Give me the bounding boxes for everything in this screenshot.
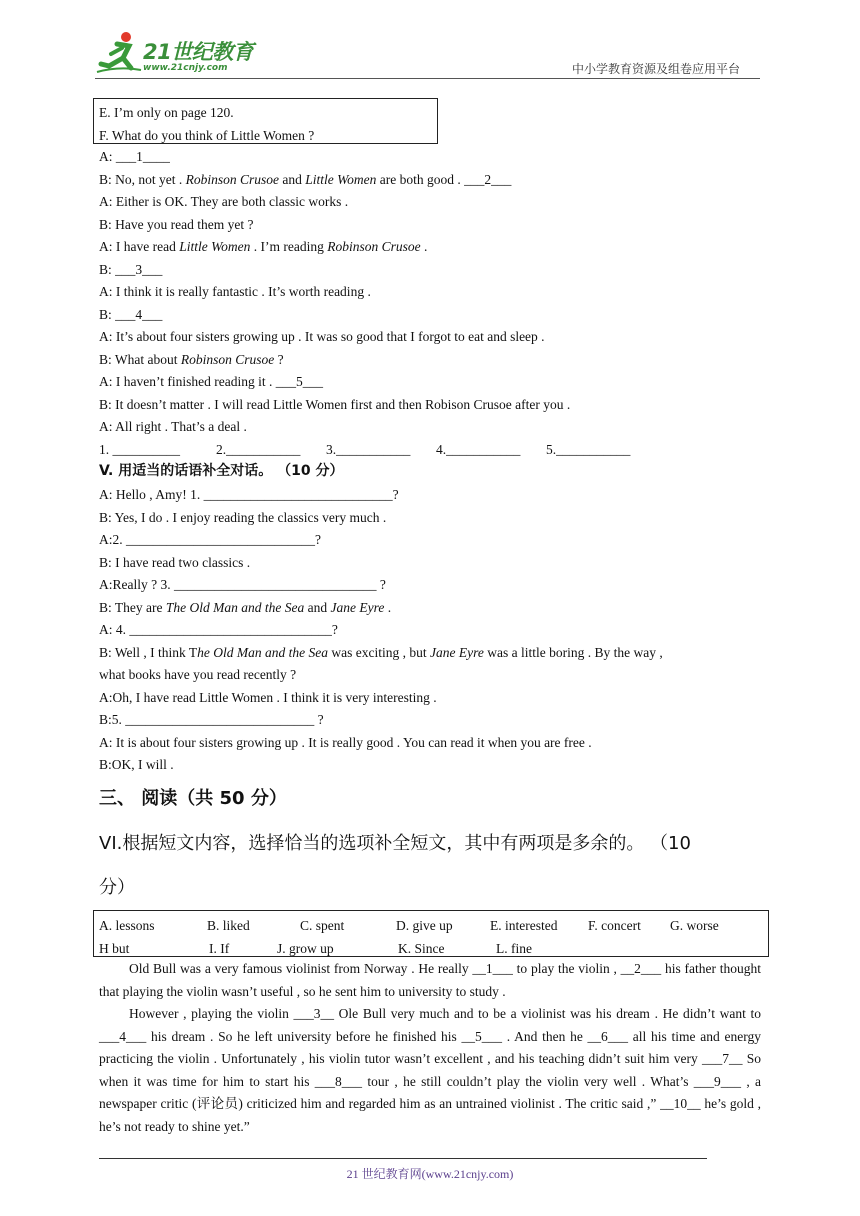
word-option: I. If [209, 941, 230, 956]
answer-blank-5: 5.___________ [546, 442, 631, 457]
dialogue-line: A: ___1____ [99, 149, 170, 164]
runner-logo-icon [95, 30, 143, 76]
footer-divider [99, 1158, 707, 1159]
option-f: F. What do you think of Little Women ? [99, 128, 315, 143]
option-e: E. I’m only on page 120. [99, 105, 234, 120]
dialogue-line: B: ___3___ [99, 262, 163, 277]
answer-blank-2: 2.___________ [216, 442, 301, 457]
dialogue-line: B: Well , I think The Old Man and the Sea was exciting , but Jane Eyre was a little boring . By the way , [99, 645, 663, 660]
word-option: L. fine [496, 941, 532, 956]
logo-text: 21世纪教育 [143, 40, 254, 64]
dialogue-line: B:OK, I will . [99, 757, 174, 772]
dialogue-line: A: All right . That’s a deal . [99, 419, 247, 434]
dialogue-line: B:5. ____________________________ ? [99, 712, 324, 727]
dialogue-line: A: It is about four sisters growing up . It is really good . You can read it when you are free . [99, 735, 592, 750]
dialogue-line: B: What about Robinson Crusoe ? [99, 352, 284, 367]
dialogue-line: A: 4. ______________________________? [99, 622, 338, 637]
dialogue-line: A:Oh, I have read Little Women . I think it is very interesting . [99, 690, 437, 705]
dialogue-line: B: Have you read them yet ? [99, 217, 254, 232]
footer-text: 21 世纪教育网(www.21cnjy.com) [346, 1167, 514, 1181]
word-option: F. concert [588, 918, 641, 933]
dialogue-line: B: Yes, I do . I enjoy reading the classics very much . [99, 510, 387, 525]
word-option: J. grow up [277, 941, 334, 956]
logo-url: www.21cnjy.com [143, 63, 228, 73]
word-option: G. worse [670, 918, 719, 933]
word-option: E. interested [490, 918, 558, 933]
section-title-vi: VI.根据短文内容，选择恰当的选项补全短文，其中有两项是多余的。 （10 [99, 833, 691, 854]
answer-blank-3: 3.___________ [326, 442, 411, 457]
word-option: H but [99, 941, 130, 956]
dialogue-line: A: I think it is really fantastic . It’s worth reading . [99, 284, 371, 299]
dialogue-line: B: I have read two classics . [99, 555, 251, 570]
word-option: D. give up [396, 918, 453, 933]
word-option: K. Since [398, 941, 445, 956]
dialogue-line: B: ___4___ [99, 307, 163, 322]
answer-blank-4: 4.___________ [436, 442, 521, 457]
dialogue-line: A: Either is OK. They are both classic works . [99, 194, 349, 209]
section-title-part5: V. 用适当的话语补全对话。 （10 分） [99, 463, 344, 479]
passage-paragraph-1: Old Bull was a very famous violinist from Norway . He really __1___ to play the violin , __2___ his father thought that playing the violin wasn’t useful , so he sent him to university to study . [99, 961, 761, 999]
passage-paragraph-2: However , playing the violin ___3__ Ole Bull very much and to be a violinist was his dream . He didn’t want to ___4___ his dream . So he left university before he finished his __5___ . And then he __6___ all his time and energy practicing the violin . Unfortunately , his violin tutor wasn’t excellent , and his teaching didn’t suit him very ___7__ So when it was time for him to start his ___8___ tour , he still couldn’t play the violin very well . What’s ___9___ , a newspaper critic (评论员) criticized him and regarded him as an untrained violinist . The critic said ,” __10__ he’s gold , he’s not ready to shine yet.” [99, 1006, 761, 1134]
dialogue-line: what books have you read recently ? [99, 667, 297, 682]
dialogue-line: A: I haven’t finished reading it . ___5___ [99, 374, 323, 389]
dialogue-line: A:Really ? 3. ______________________________ ? [99, 577, 386, 592]
dialogue-line: A: Hello , Amy! 1. ____________________________? [99, 487, 399, 502]
header-divider [95, 78, 760, 79]
answer-blank-1: 1. __________ [99, 442, 180, 457]
dialogue-line: B: It doesn’t matter . I will read Little Women first and then Robison Crusoe after you . [99, 397, 571, 412]
word-option: C. spent [300, 918, 345, 933]
word-option: A. lessons [99, 918, 155, 933]
section-title-vi-cont: 分） [99, 877, 135, 898]
section-title-reading: 三、 阅读（共 50 分） [99, 788, 287, 809]
logo [95, 30, 265, 80]
platform-title: 中小学教育资源及组卷应用平台 [572, 62, 741, 76]
page-header [0, 0, 860, 80]
word-option: B. liked [207, 918, 250, 933]
dialogue-line: B: No, not yet . Robinson Crusoe and Little Women are both good . ___2___ [99, 172, 512, 187]
dialogue-line: B: They are The Old Man and the Sea and Jane Eyre . [99, 600, 392, 615]
dialogue-line: A: I have read Little Women . I’m reading Robinson Crusoe . [99, 239, 428, 254]
dialogue-line: A:2. ____________________________? [99, 532, 321, 547]
dialogue-line: A: It’s about four sisters growing up . It was so good that I forgot to eat and sleep . [99, 329, 545, 344]
